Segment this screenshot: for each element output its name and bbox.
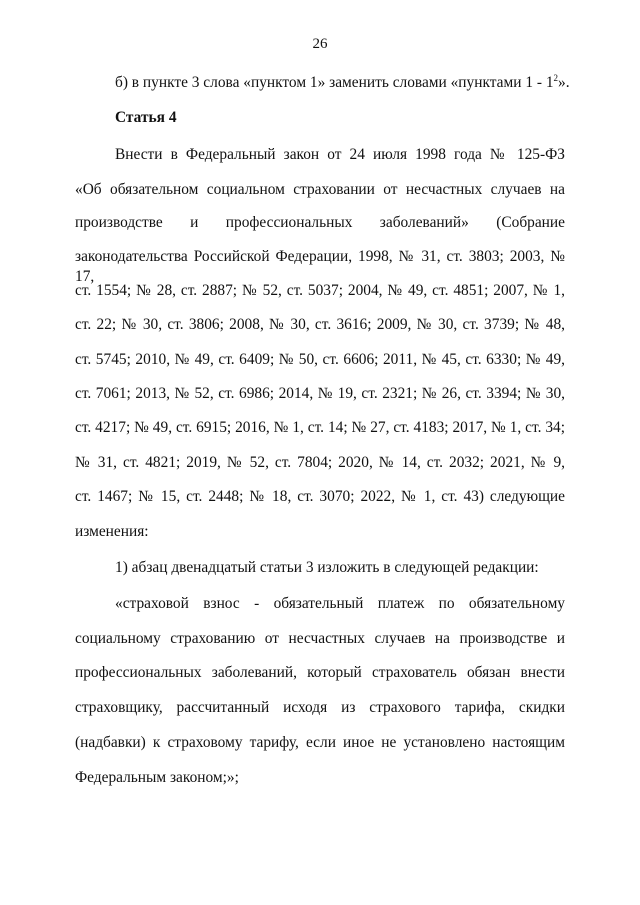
body-line: изменения: [75, 523, 149, 540]
body-line: «Об обязательном социальном страховании от несчастных случаев на [75, 181, 565, 198]
quote-line: профессиональных заболеваний, который страхователь обязан внести [75, 664, 565, 681]
body-line: ст. 22; № 30, ст. 3806; 2008, № 30, ст. 3616; 2009, № 30, ст. 3739; № 48, [75, 316, 565, 333]
item-b-paragraph [115, 73, 570, 93]
body-line: ст. 1554; № 28, ст. 2887; № 52, ст. 5037; 2004, № 49, ст. 4851; 2007, № 1, [75, 282, 565, 299]
body-line: Внести в Федеральный закон от 24 июля 1998 года № 125-ФЗ [115, 146, 565, 163]
body-line: ст. 7061; 2013, № 52, ст. 6986; 2014, № 19, ст. 2321; № 26, ст. 3394; № 30, [75, 385, 565, 402]
article-title: Статья 4 [115, 109, 177, 126]
body-line: законодательства Российской Федерации, 1998, № 31, ст. 3803; 2003, № 17, [75, 248, 565, 285]
item-b-superscript: 2 [553, 73, 559, 83]
quote-line: страховщику, рассчитанный исходя из страхового тарифа, скидки [75, 699, 565, 716]
item-b-tail: ». [558, 74, 570, 91]
quote-line: Федеральным законом;»; [75, 769, 239, 786]
quote-line: «страховой взнос - обязательный платеж по обязательному [115, 595, 565, 612]
body-line: ст. 4217; № 49, ст. 6915; 2016, № 1, ст. 14; № 27, ст. 4183; 2017, № 1, ст. 34; [75, 419, 565, 436]
body-line: № 31, ст. 4821; 2019, № 52, ст. 7804; 2020, № 14, ст. 2032; 2021, № 9, [75, 454, 565, 471]
item-b-text: б) в пункте 3 слова «пунктом 1» заменить словами «пунктами 1 - 1 [115, 74, 554, 91]
item-1-paragraph: 1) абзац двенадцатый статьи 3 изложить в следующей редакции: [115, 559, 539, 576]
body-line: ст. 5745; 2010, № 49, ст. 6409; № 50, ст. 6606; 2011, № 45, ст. 6330; № 49, [75, 351, 565, 368]
quote-line: (надбавки) к страховому тарифу, если иное не установлено настоящим [75, 734, 565, 751]
quote-line: социальному страхованию от несчастных случаев на производстве и [75, 630, 565, 647]
body-line: ст. 1467; № 15, ст. 2448; № 18, ст. 3070; 2022, № 1, ст. 43) следующие [75, 488, 565, 505]
page-number: 26 [312, 36, 328, 52]
body-line: производстве и профессиональных заболеваний» (Собрание [75, 214, 565, 231]
